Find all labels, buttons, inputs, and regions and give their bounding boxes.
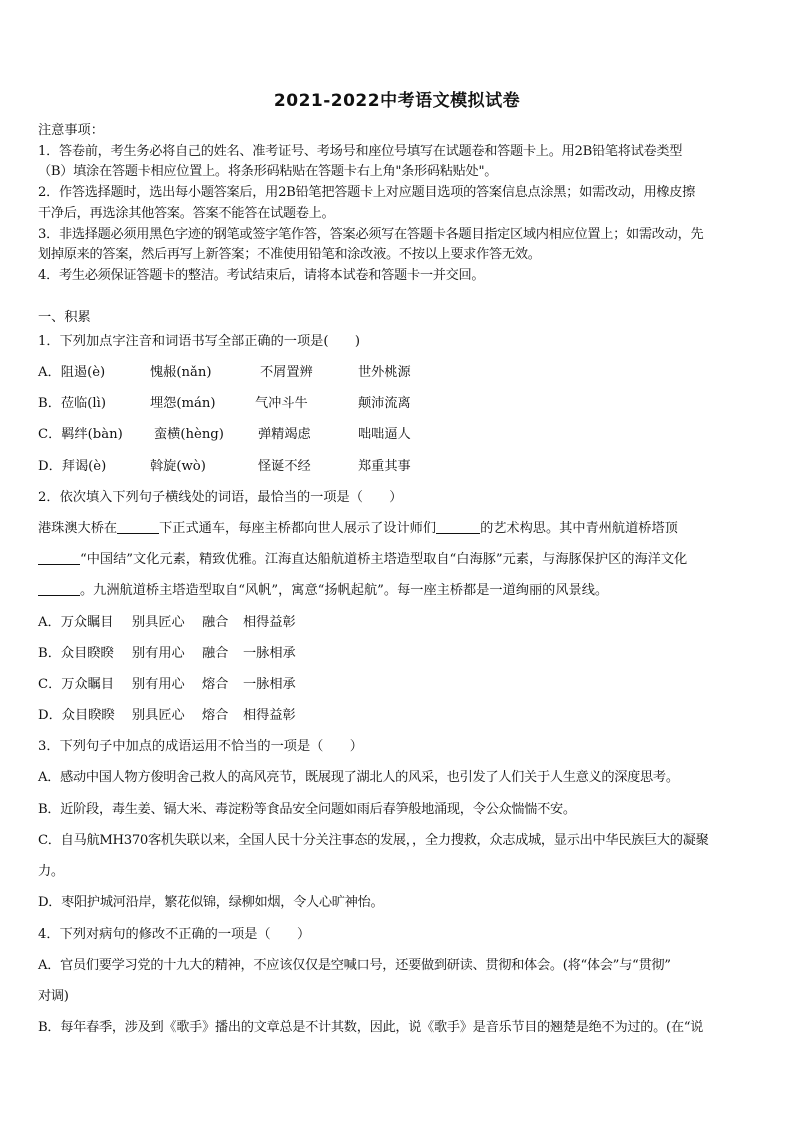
question-3-option-line: A．感动中国人物方俊明舍己救人的高风亮节，既展现了湖北人的风采，也引发了人们关于人生意义的深度思考。 [38,770,679,785]
notice-line: 3．非选择题必须用黑色字迹的钢笔或签字笔作答，答案必须写在答题卡各题目指定区域内相应位置上；如需改动，先 [38,227,704,242]
option-part: D．拜谒(è) [38,459,107,474]
option-part: 颠沛流离 [358,396,411,411]
option-part: 愧赧(nǎn) [150,365,212,380]
blank-line [38,581,80,596]
notice-line: 1．答卷前，考生务必将自己的姓名、准考证号、考场号和座位号填写在试题卷和答题卡上。用2B铅笔将试卷类型 [38,144,683,159]
question-3-option-line: 力。 [38,864,64,879]
option-part: A．阻遏(è) [38,365,106,380]
blank-line [38,550,80,565]
passage-text: 港珠澳大桥在 [38,521,118,536]
page-title: 2021-2022中考语文模拟试卷 [273,91,521,111]
option-part: 熔合 [202,708,229,723]
question-4-option-line: B．每年春季，涉及到《歌手》播出的文章总是不计其数，因此，说《歌手》是音乐节目的翘楚是绝不为过的。(在“说 [38,1020,704,1035]
option-part: 熔合 [202,677,229,692]
question-3-option-line: C．自马航MH370客机失联以来，全国人民十分关注事态的发展，，全力搜救，众志成城，显示出中华民族巨大的凝聚 [38,833,709,848]
option-part: C．万众瞩目 [38,677,115,692]
question-1-option-a [38,363,411,383]
question-2-passage-line [38,581,608,601]
option-part: 蛮横(hèng) [154,427,224,442]
option-part: 别具匠心 [132,615,185,630]
notice-line: （B）填涂在答题卡相应位置上。将条形码粘贴在答题卡右上角"条形码粘贴处"。 [38,164,498,179]
question-1-option-b [38,394,411,414]
question-1-option-c [38,425,411,445]
question-3-option-line: D．枣阳护城河沿岸，繁花似锦，绿柳如烟，令人心旷神怡。 [38,895,384,910]
question-2-option-a [38,613,296,633]
notice-line: 2．作答选择题时，选出每小题答案后，用2B铅笔把答题卡上对应题目选项的答案信息点涂黑；如需改动，用橡皮擦 [38,185,696,200]
option-part: D．众目睽睽 [38,708,115,723]
option-part: 别具匠心 [132,708,185,723]
notice-heading: 注意事项： [38,123,104,138]
question-3-option-line: B．近阶段，毒生姜、镉大米、毒淀粉等食品安全问题如雨后春笋般地涌现，令公众惴惴不安。 [38,802,576,817]
question-1-stem: 1．下列加点字注音和词语书写全部正确的一项是( ) [38,334,360,349]
option-part: 气冲斗牛 [255,396,308,411]
option-part: 一脉相承 [243,677,296,692]
option-part: C．羁绊(bàn) [38,427,123,442]
notice-line: 4．考生必须保证答题卡的整洁。考试结束后，请将本试卷和答题卡一并交回。 [38,268,485,283]
question-2-option-c [38,675,296,695]
option-part: 相得益彰 [243,615,296,630]
option-part: 一脉相承 [243,646,296,661]
question-4-option-line: A．官员们要学习党的十九大的精神，不应该仅仅是空喊口号，还要做到研读、贯彻和体会。(将“体会”与“贯彻” [38,958,671,973]
question-4-option-line: 对调) [38,989,69,1004]
option-part: 融合 [202,615,229,630]
option-part: 怪诞不经 [258,459,311,474]
passage-text: 。九洲航道桥主塔造型取自“风帆”，寓意“扬帆起航”。每一座主桥都是一道绚丽的风景线。 [80,583,609,598]
option-part: 埋怨(mán) [150,396,216,411]
option-part: 斡旋(wò) [150,459,206,474]
option-part: 世外桃源 [358,365,411,380]
question-2-option-b [38,644,296,664]
question-2-passage-line [38,519,678,539]
option-part: 相得益彰 [243,708,296,723]
question-2-option-d [38,706,296,726]
option-part: 郑重其事 [358,459,411,474]
option-part: 融合 [202,646,229,661]
option-part: B．莅临(lì) [38,396,106,411]
question-4-stem: 4．下列对病句的修改不正确的一项是（ ） [38,927,311,942]
notice-line: 干净后，再选涂其他答案。答案不能答在试题卷上。 [38,206,335,221]
option-part: 不屑置辨 [260,365,313,380]
option-part: A．万众瞩目 [38,615,114,630]
section-heading: 一、积累 [38,310,91,325]
option-part: 咄咄逼人 [358,427,411,442]
blank-line [117,519,159,534]
passage-text: “中国结”文化元素，精致优雅。江海直达船航道桥主塔造型取自“白海豚”元素，与海豚保护区的海洋文化 [80,552,688,567]
blank-line [436,519,480,534]
question-2-passage-line [38,550,687,570]
option-part: 别有用心 [132,677,185,692]
passage-text: 下正式通车，每座主桥都向世人展示了设计师们 [159,521,437,536]
option-part: B．众目睽睽 [38,646,114,661]
notice-line: 划掉原来的答案，然后再写上新答案；不准使用铅笔和涂改液。不按以上要求作答无效。 [38,247,541,262]
option-part: 弹精竭虑 [258,427,311,442]
passage-text: 的艺术构思。其中青州航道桥塔顶 [480,521,678,536]
question-2-stem: 2．依次填入下列句子横线处的词语，最恰当的一项是（ ） [38,490,403,505]
question-3-stem: 3．下列句子中加点的成语运用不恰当的一项是（ ） [38,739,363,754]
option-part: 别有用心 [132,646,185,661]
question-1-option-d [38,457,411,477]
